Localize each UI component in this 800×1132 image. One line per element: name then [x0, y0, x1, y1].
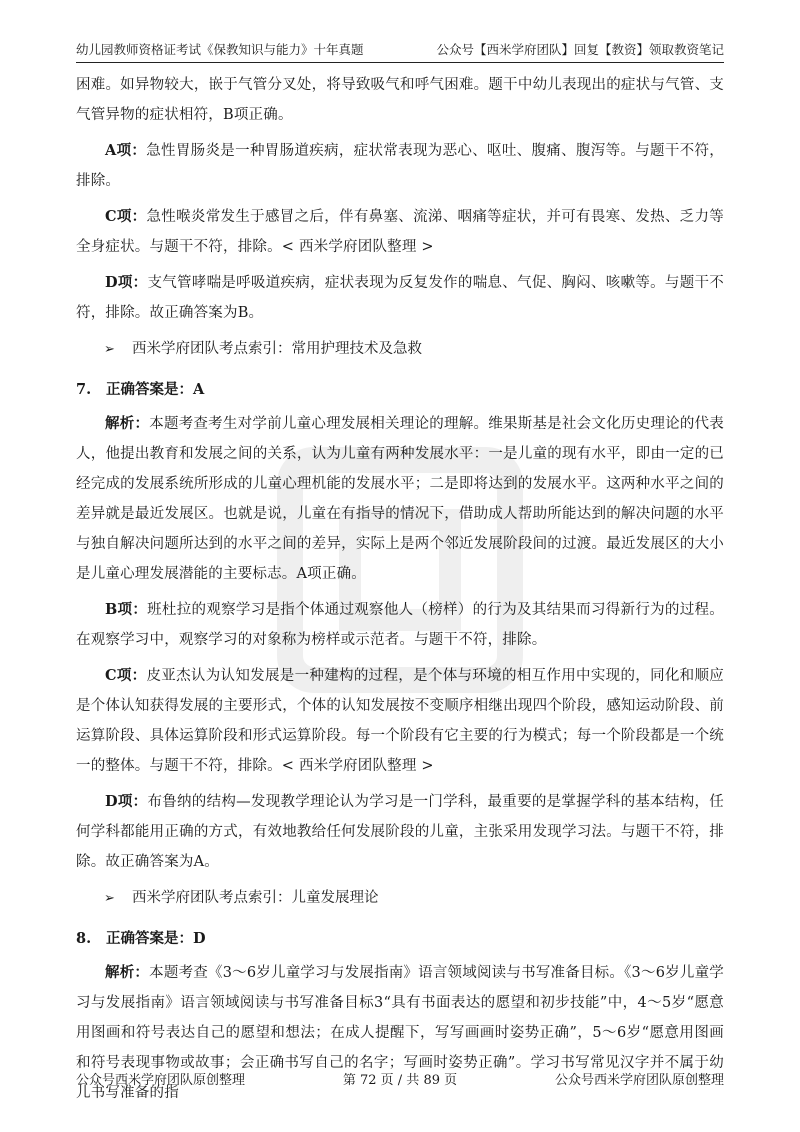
q7-index	[104, 883, 724, 914]
option-label: C项：	[105, 667, 147, 684]
q7-option-b	[76, 595, 724, 655]
arrow-bullet-icon: ➢	[104, 891, 115, 906]
explanation-label: 解析：	[105, 415, 150, 432]
option-label: C项：	[105, 208, 147, 225]
q7-heading	[76, 375, 724, 405]
option-text: 急性喉炎常发生于感冒之后，伴有鼻塞、流涕、咽痛等症状，并可有畏寒、发热、乏力等全身症状。与题干不符，排除。< 西米学府团队整理 >	[76, 209, 725, 255]
index-text: 西米学府团队考点索引：常用护理技术及急救	[132, 341, 422, 357]
option-text: 急性胃肠炎是一种胃肠道疾病，症状常表现为恶心、呕吐、腹痛、腹泻等。与题干不符，排除。	[76, 143, 725, 189]
page-content	[76, 70, 724, 1114]
answer-text: 正确答案是：D	[106, 930, 206, 947]
q6-option-d	[76, 268, 724, 328]
page-footer	[76, 1070, 724, 1092]
option-text: 支气管哮喘是呼吸道疾病，症状表现为反复发作的喘息、气促、胸闷、咳嗽等。与题干不符，排除。故正确答案为B。	[76, 275, 724, 321]
header-promo: 公众号【西米学府团队】回复【教资】领取教资笔记	[436, 42, 724, 57]
q7-option-c	[76, 661, 724, 781]
option-label: D项：	[105, 274, 148, 291]
header-title: 幼儿园教师资格证考试《保教知识与能力》十年真题	[76, 42, 364, 57]
question-number: 8.	[76, 930, 92, 947]
page-number: 第 72 页 / 共 89 页	[342, 1073, 458, 1088]
footer-left: 公众号西米学府团队原创整理	[76, 1073, 246, 1088]
index-text: 西米学府团队考点索引：儿童发展理论	[132, 890, 379, 906]
option-label: D项：	[105, 793, 148, 810]
option-text: 布鲁纳的结构—发现教学理论认为学习是一门学科，最重要的是掌握学科的基本结构，任何学科都能用正确的方式，有效地教给任何发展阶段的儿童，主张采用发现学习法。与题干不符，排除。故正确答案为A。	[76, 794, 724, 870]
answer-text: 正确答案是：A	[106, 381, 205, 398]
option-text: 班杜拉的观察学习是指个体通过观察他人（榜样）的行为及其结果而习得新行为的过程。在观察学习中，观察学习的对象称为榜样或示范者。与题干不符，排除。	[76, 602, 724, 648]
explanation-text: 本题考查《3～6岁儿童学习与发展指南》语言领域阅读与书写准备目标。《3～6岁儿童学习与发展指南》语言领域阅读与书写准备目标3“具有书面表达的愿望和初步技能”中，4～5岁“愿意用图画和符号表达自己的愿望和想法；在成人提醒下，写写画画时姿势正确”，5～6岁“愿意用图画和符号表现事物或故事；会正确书写自己的名字；写画时姿势正确”。学习书写常见汉字并不属于幼儿书写准备的指	[76, 965, 724, 1101]
arrow-bullet-icon: ➢	[104, 342, 115, 357]
q6-option-c	[76, 202, 724, 262]
page-header	[76, 38, 724, 63]
q7-option-d	[76, 787, 724, 877]
q6-continuation: 困难。如异物较大，嵌于气管分叉处，将导致吸气和呼气困难。题干中幼儿表现出的症状与气管、支气管异物的症状相符，B项正确。	[76, 77, 724, 123]
explanation-label: 解析：	[105, 964, 150, 981]
q6-index	[104, 334, 724, 365]
option-label: B项：	[105, 601, 148, 618]
q7-explanation	[76, 409, 724, 589]
q8-heading	[76, 924, 724, 954]
q6-option-a	[76, 136, 724, 196]
footer-right: 公众号西米学府团队原创整理	[554, 1073, 724, 1088]
question-number: 7.	[76, 381, 92, 398]
option-text: 皮亚杰认为认知发展是一种建构的过程，是个体与环境的相互作用中实现的，同化和顺应是个体认知获得发展的主要形式，个体的认知发展按不变顺序相继出现四个阶段，感知运动阶段、前运算阶段、具体运算阶段和形式运算阶段。每一个阶段有它主要的行为模式；每一个阶段都是一个统一的整体。与题干不符，排除。< 西米学府团队整理 >	[76, 668, 725, 774]
explanation-text: 本题考查考生对学前儿童心理发展相关理论的理解。维果斯基是社会文化历史理论的代表人，他提出教育和发展之间的关系，认为儿童有两种发展水平：一是儿童的现有水平，即由一定的已经完成的发展系统所形成的儿童心理机能的发展水平；二是即将达到的发展水平。这两种水平之间的差异就是最近发展区。也就是说，儿童在有指导的情况下，借助成人帮助所能达到的解决问题的水平与独自解决问题所达到的水平之间的差异，实际上是两个邻近发展阶段间的过渡。最近发展区的大小是儿童心理发展潜能的主要标志。A项正确。	[76, 416, 724, 582]
option-label: A项：	[105, 142, 147, 159]
